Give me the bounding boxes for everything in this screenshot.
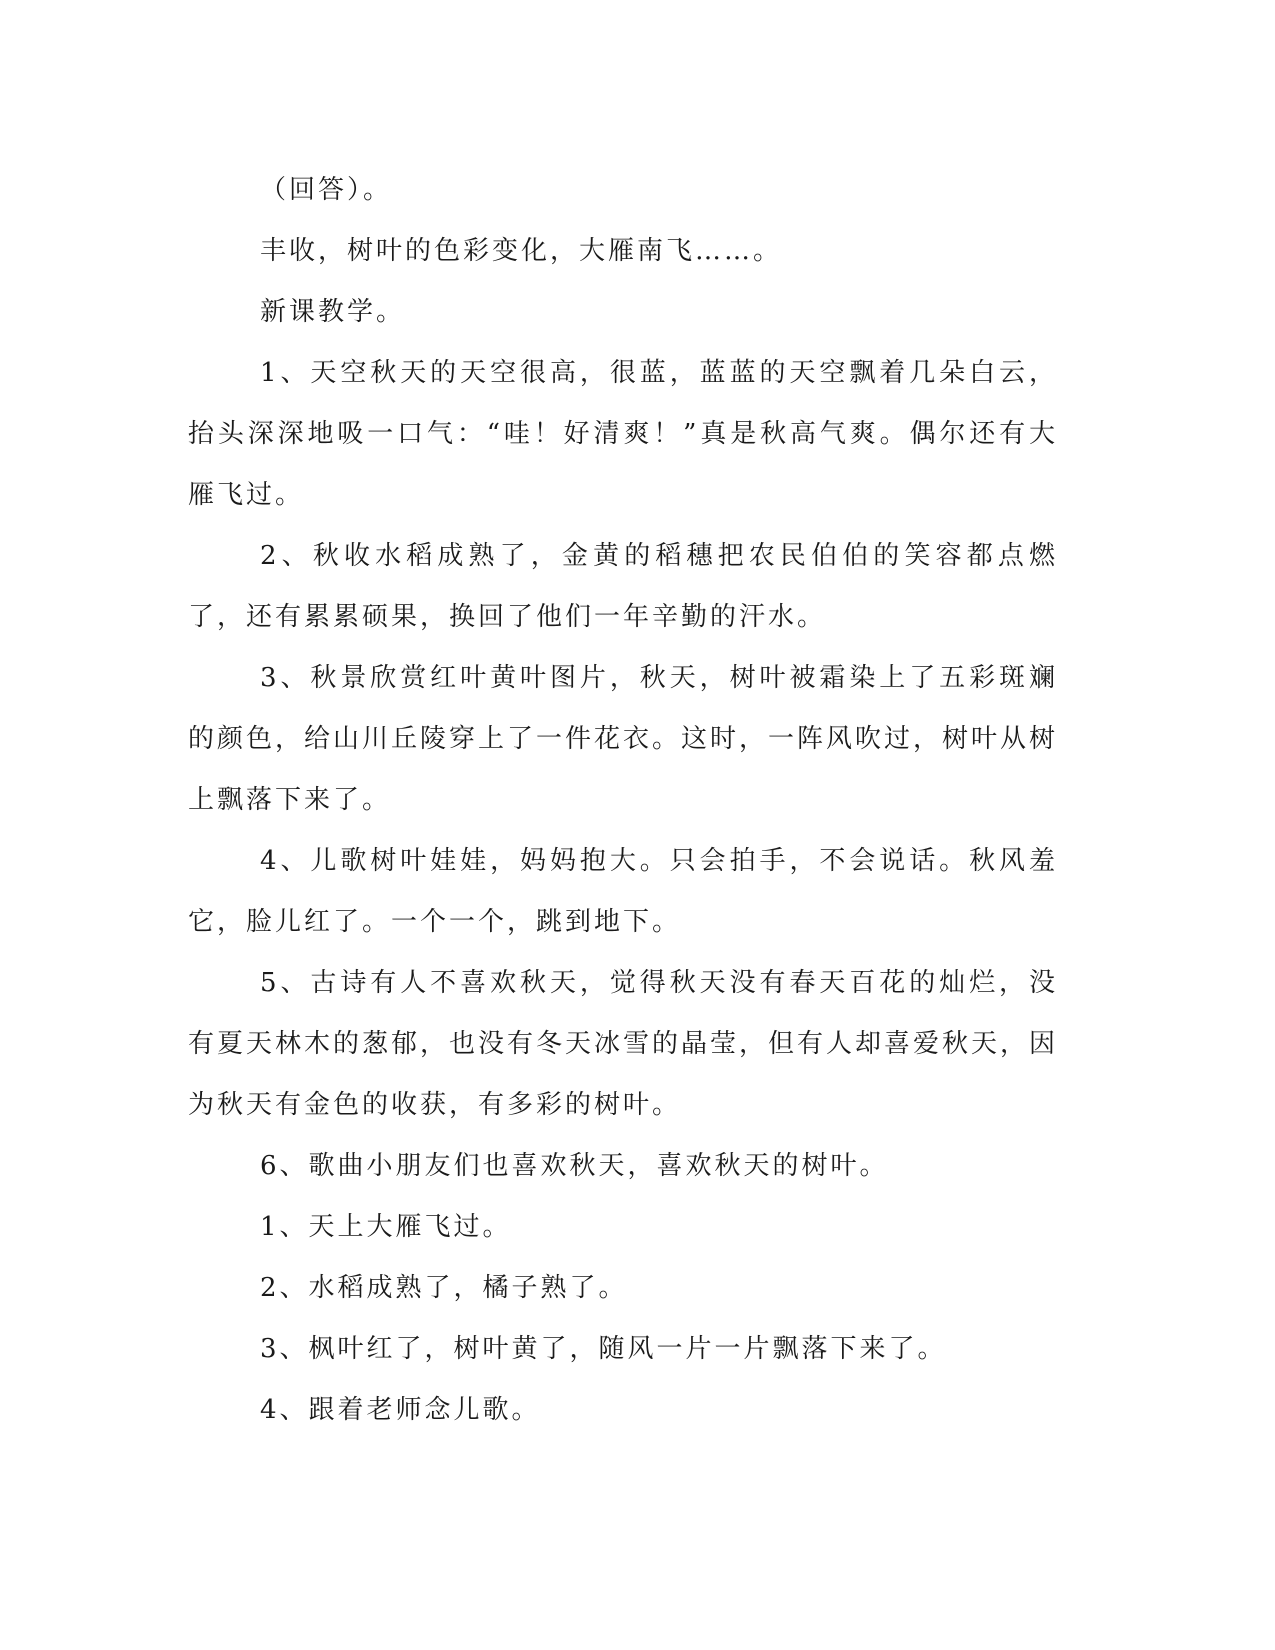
paragraph-poem: 5、古诗有人不喜欢秋天，觉得秋天没有春天百花的灿烂，没有夏天林木的葱郁，也没有冬天冰雪的晶莹，但有人却喜爱秋天，因为秋天有金色的收获，有多彩的树叶。 <box>188 968 1059 1120</box>
paragraph-sky: 1、天空秋天的天空很高，很蓝，蓝蓝的天空飘着几朵白云，抬头深深地吸一口气：“哇！好清爽！”真是秋高气爽。偶尔还有大雁飞过。 <box>188 358 1058 510</box>
paragraph-rice: 2、水稻成熟了，橘子熟了。 <box>260 1273 628 1303</box>
paragraph-recite: 4、跟着老师念儿歌。 <box>260 1395 541 1425</box>
document-body <box>188 160 1058 1441</box>
paragraph-autumn-scenery: 3、秋景欣赏红叶黄叶图片，秋天，树叶被霜染上了五彩斑斓的颜色，给山川丘陵穿上了一件花衣。这时，一阵风吹过，树叶从树上飘落下来了。 <box>188 663 1059 815</box>
paragraph-maple: 3、枫叶红了，树叶黄了，随风一片一片飘落下来了。 <box>260 1334 947 1364</box>
paragraph-autumn-harvest: 2、秋收水稻成熟了，金黄的稻穗把农民伯伯的笑容都点燃了，还有累累硕果，换回了他们一年辛勤的汗水。 <box>188 541 1058 632</box>
paragraph-harvest: 丰收，树叶的色彩变化，大雁南飞……。 <box>260 236 783 266</box>
paragraph-answer: （回答）。 <box>260 175 393 205</box>
paragraph-new-lesson: 新课教学。 <box>260 297 406 327</box>
paragraph-nursery-rhyme: 4、儿歌树叶娃娃，妈妈抱大。只会拍手，不会说话。秋风羞它，脸儿红了。一个一个，跳到地下。 <box>188 846 1058 937</box>
paragraph-geese: 1、天上大雁飞过。 <box>260 1212 512 1242</box>
paragraph-song: 6、歌曲小朋友们也喜欢秋天，喜欢秋天的树叶。 <box>260 1151 889 1181</box>
